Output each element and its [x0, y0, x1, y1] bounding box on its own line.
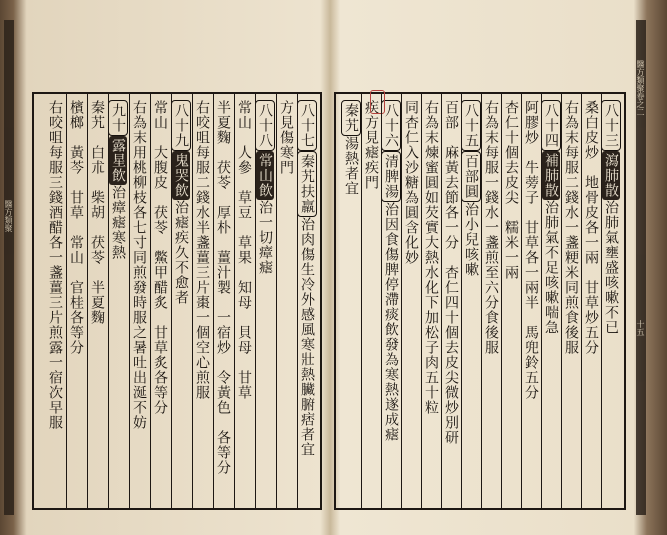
recipe-text: 右咬咀每服三錢酒醋各一盞薑三片煎露一宿次早服 — [47, 100, 63, 430]
recipe-number: 八十三 — [601, 100, 621, 151]
column-rule — [297, 94, 298, 508]
recipe-number: 八十八 — [255, 100, 275, 151]
column-rule — [255, 94, 256, 508]
recipe-text: 檳榔 黃芩 甘草 常山 官桂各等分 — [68, 100, 84, 355]
recipe-text: 治肺氣壅盛咳嗽不已 — [603, 200, 619, 335]
recipe-text: 右為末每服一錢水一盞煎至六分食後服 — [483, 100, 499, 355]
recipe-text: 常山 人參 草豆 草果 知母 貝母 甘草 — [236, 100, 252, 400]
recipe-text: 半夏麴 茯苓 厚朴 薑汁製 一宿炒 令黃色 各等分 — [215, 100, 231, 475]
left-column-c90b — [90, 100, 104, 325]
folio-number: 十五 — [636, 320, 645, 336]
column-rule — [441, 94, 442, 508]
column-rule — [361, 94, 362, 508]
recipe-text: 阿膠炒 牛蒡子 甘草各一兩半 馬兜鈴五分 — [523, 100, 539, 400]
right-column-r84b — [524, 100, 538, 400]
left-column-c88 — [258, 100, 272, 275]
column-rule — [401, 94, 402, 508]
recipe-text: 治瘧疾久不愈者 — [173, 200, 189, 305]
recipe-text: 桑白皮炒 地骨皮各一兩 甘草炒五分 — [583, 100, 599, 355]
recipe-title: 露星飲 — [110, 138, 126, 183]
recipe-text: 常山 大腹皮 茯苓 鱉甲醋炙 甘草炙各等分 — [152, 100, 168, 415]
column-rule — [601, 94, 602, 508]
column-rule — [171, 94, 172, 508]
left-spine-label: 醫方類聚 — [4, 200, 13, 232]
right-column-r85c — [424, 100, 438, 415]
recipe-title: 秦艽扶羸 — [297, 151, 317, 217]
recipe-text: 同杏仁入沙糖為圓含化妙 — [403, 100, 419, 265]
left-page-frame — [32, 92, 322, 510]
recipe-title: 瀉肺散 — [603, 153, 619, 198]
recipe-number: 八十九 — [171, 100, 191, 151]
recipe-text: 治肉傷生冷外感風寒壯熱臟腑痞者宜 — [299, 217, 315, 457]
recipe-text: 杏仁十個去皮尖 糯米一兩 — [503, 100, 519, 280]
left-column-c87 — [300, 100, 314, 457]
column-rule — [381, 94, 382, 508]
right-column-r85 — [464, 100, 478, 277]
recipe-text: 右為末每服二錢水一盞粳米同煎食後服 — [563, 100, 579, 355]
right-column-r84c — [504, 100, 518, 280]
recipe-title: 百部圓 — [461, 151, 481, 202]
right-margin-label: 醫方類聚卷之二 — [636, 60, 645, 116]
column-rule — [276, 94, 277, 508]
left-column-c90d — [48, 100, 62, 430]
recipe-text: 治瘴瘧寒熱 — [110, 185, 126, 260]
left-spine-strip — [4, 20, 14, 515]
recipe-number: 八十六 — [381, 100, 401, 151]
red-seal-mark — [370, 90, 385, 114]
left-column-c88b — [237, 100, 251, 400]
column-rule — [150, 94, 151, 508]
column-rule — [234, 94, 235, 508]
column-rule — [501, 94, 502, 508]
recipe-text: 右為末煉蜜圓如芡實大熱水化下加松子肉五十粒 — [423, 100, 439, 415]
column-rule — [108, 94, 109, 508]
left-page — [18, 10, 324, 520]
column-rule — [421, 94, 422, 508]
left-column-c89 — [174, 100, 188, 305]
recipe-text: 方見傷寒門 — [278, 100, 294, 175]
right-column-r83b — [584, 100, 598, 355]
recipe-text: 治因食傷脾停滯痰飲發為寒熱遂成瘧 — [383, 202, 399, 442]
column-rule — [521, 94, 522, 508]
recipe-text: 疾方見瘧疾門 — [363, 100, 379, 190]
recipe-text: 治小兒咳嗽 — [463, 202, 479, 277]
right-column-r84 — [544, 100, 558, 335]
right-page — [334, 10, 634, 520]
left-column-c89c — [132, 100, 146, 430]
recipe-title: 補肺散 — [543, 153, 559, 198]
recipe-text: 右咬咀每服二錢水半盞薑三片棗一個空心煎服 — [194, 100, 210, 400]
recipe-number: 九十 — [108, 100, 128, 136]
right-column-r86 — [384, 100, 398, 442]
left-column-c90c — [69, 100, 83, 355]
column-rule — [561, 94, 562, 508]
left-column-c89b — [153, 100, 167, 415]
recipe-text: 治一切瘴瘧 — [257, 200, 273, 275]
left-column-c90 — [111, 100, 125, 260]
left-column-c88d — [195, 100, 209, 400]
recipe-text: 秦艽 白朮 柴胡 茯苓 半夏麴 — [89, 100, 105, 325]
recipe-number: 八十四 — [541, 100, 561, 151]
column-rule — [129, 94, 130, 508]
column-rule — [481, 94, 482, 508]
right-column-r84d — [484, 100, 498, 355]
recipe-text: 百部 麻黃去節各一分 杏仁四十個去皮尖微炒別研 — [443, 100, 459, 445]
column-rule — [541, 94, 542, 508]
right-column-r85b — [444, 100, 458, 445]
right-column-r83c — [564, 100, 578, 355]
left-column-c88c — [216, 100, 230, 475]
column-rule — [66, 94, 67, 508]
column-rule — [461, 94, 462, 508]
column-rule — [213, 94, 214, 508]
recipe-text: 湯熱者宜 — [343, 136, 359, 196]
right-margin-strip — [636, 20, 646, 515]
recipe-number: 八十五 — [461, 100, 481, 151]
right-column-r87 — [344, 100, 358, 196]
recipe-number: 八十七 — [297, 100, 317, 151]
recipe-title: 清脾湯 — [381, 151, 401, 202]
column-rule — [87, 94, 88, 508]
recipe-text: 治肺氣不足咳嗽喘急 — [543, 200, 559, 335]
column-rule — [192, 94, 193, 508]
recipe-title: 鬼哭飲 — [173, 153, 189, 198]
right-column-r83 — [604, 100, 618, 335]
column-rule — [581, 94, 582, 508]
left-column-c87b — [279, 100, 293, 175]
recipe-title: 秦艽 — [341, 100, 361, 136]
recipe-title: 常山飲 — [257, 153, 273, 198]
right-column-r85d — [404, 100, 418, 265]
recipe-text: 右為末用桃柳枝各七寸同煎發時服之暑吐出涎不妨 — [131, 100, 147, 430]
right-page-frame — [334, 92, 626, 510]
